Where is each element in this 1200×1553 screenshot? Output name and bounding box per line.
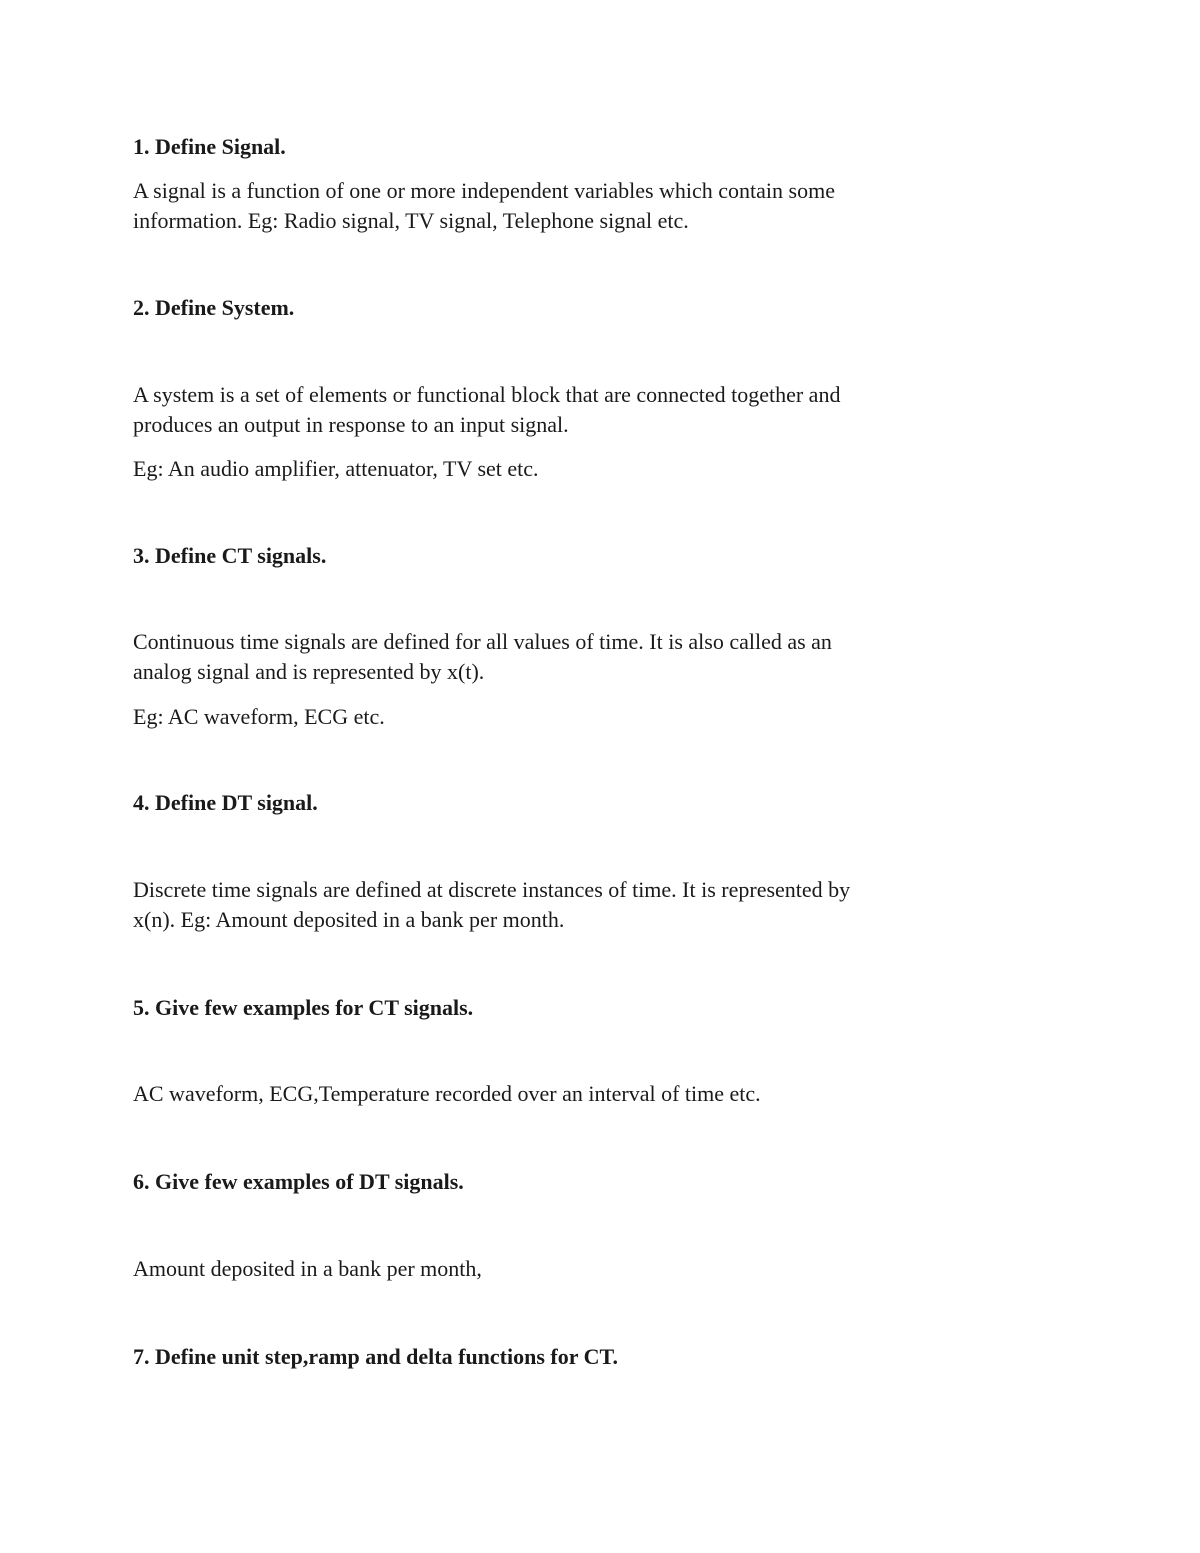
question-3-heading: 3. Define CT signals. [133, 543, 327, 568]
question-6-heading: 6. Give few examples of DT signals. [133, 1169, 464, 1194]
question-5-heading: 5. Give few examples for CT signals. [133, 995, 474, 1020]
answer-line: Discrete time signals are defined at discrete instances of time. It is represented by [133, 877, 851, 902]
question-1-answer [133, 176, 993, 236]
question-6-answer [133, 1254, 993, 1284]
answer-line: Amount deposited in a bank per month, [133, 1256, 482, 1281]
answer-line: analog signal and is represented by x(t). [133, 659, 485, 684]
question-1-heading: 1. Define Signal. [133, 134, 286, 159]
question-3-answer [133, 627, 993, 687]
answer-line: A system is a set of elements or functional block that are connected together and [133, 382, 841, 407]
question-4-heading: 4. Define DT signal. [133, 790, 318, 815]
answer-line: Continuous time signals are defined for all values of time. It is also called as an [133, 629, 832, 654]
answer-line: produces an output in response to an input signal. [133, 412, 569, 437]
question-2-heading: 2. Define System. [133, 295, 295, 320]
answer-line: A signal is a function of one or more independent variables which contain some [133, 178, 835, 203]
question-7-heading: 7. Define unit step,ramp and delta functions for CT. [133, 1344, 619, 1369]
answer-line: AC waveform, ECG,Temperature recorded over an interval of time etc. [133, 1081, 761, 1106]
answer-line: x(n). Eg: Amount deposited in a bank per month. [133, 907, 565, 932]
question-2-example: Eg: An audio amplifier, attenuator, TV set etc. [133, 456, 539, 481]
question-4-answer [133, 875, 993, 935]
question-5-answer [133, 1079, 993, 1109]
question-3-example: Eg: AC waveform, ECG etc. [133, 704, 385, 729]
question-2-answer [133, 380, 993, 440]
answer-line: information. Eg: Radio signal, TV signal, Telephone signal etc. [133, 208, 689, 233]
